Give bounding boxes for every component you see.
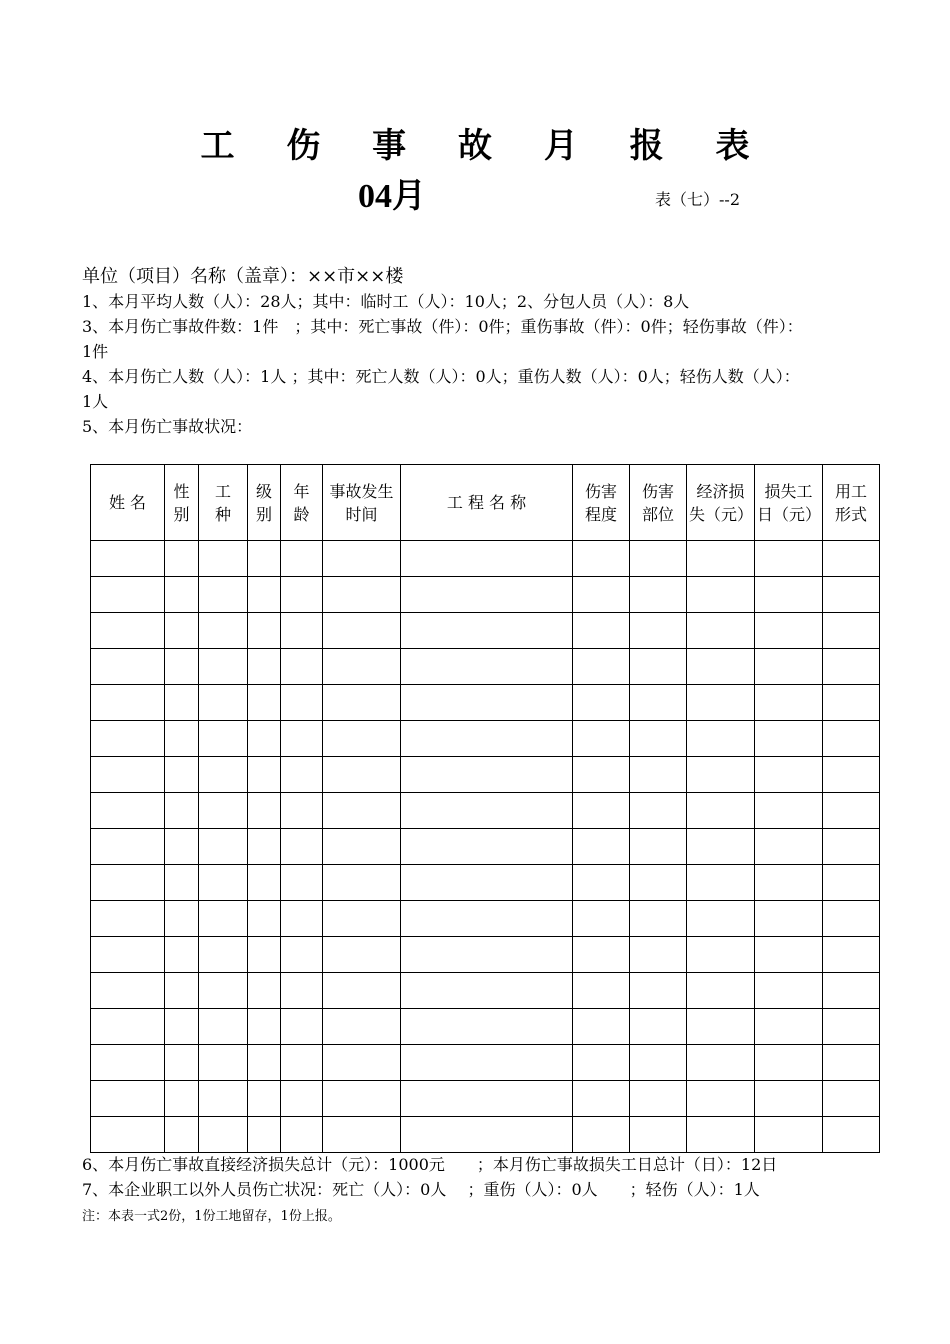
table-cell[interactable] (199, 685, 248, 721)
headcount-line: 1、本月平均人数（人）：28人；其中：临时工（人）：10人；2、分包人员（人）：8人 (82, 292, 690, 311)
table-cell[interactable] (248, 649, 281, 685)
table-cell[interactable] (199, 865, 248, 901)
footnote: 注：本表一式2份，1份工地留存，1份上报。 (82, 1209, 341, 1224)
table-row (91, 685, 880, 721)
table-cell[interactable] (823, 937, 880, 973)
table-cell[interactable] (323, 541, 401, 577)
table-cell[interactable] (323, 865, 401, 901)
table-cell[interactable] (199, 1117, 248, 1153)
table-cell[interactable] (755, 865, 823, 901)
table-cell[interactable] (573, 1009, 630, 1045)
table-cell[interactable] (199, 937, 248, 973)
table-cell[interactable] (823, 865, 880, 901)
col-name: 姓 名 (91, 465, 165, 541)
table-row (91, 901, 880, 937)
table-cell[interactable] (199, 649, 248, 685)
table-cell[interactable] (823, 649, 880, 685)
col-level: 级别 (248, 465, 281, 541)
table-cell[interactable] (687, 901, 755, 937)
table-cell[interactable] (755, 613, 823, 649)
table-cell[interactable] (199, 1081, 248, 1117)
table-cell[interactable] (165, 685, 199, 721)
table-row (91, 865, 880, 901)
table-row (91, 541, 880, 577)
accident-table (90, 464, 880, 1153)
table-cell[interactable] (687, 577, 755, 613)
table-cell[interactable] (755, 649, 823, 685)
table-cell[interactable] (401, 649, 573, 685)
table-cell[interactable] (573, 901, 630, 937)
table-cell[interactable] (248, 973, 281, 1009)
table-cell[interactable] (755, 901, 823, 937)
table-cell[interactable] (248, 577, 281, 613)
table-cell[interactable] (281, 973, 323, 1009)
table-cell[interactable] (823, 901, 880, 937)
table-cell[interactable] (630, 937, 687, 973)
table-cell[interactable] (401, 937, 573, 973)
table-cell[interactable] (630, 901, 687, 937)
col-age: 年龄 (281, 465, 323, 541)
table-cell[interactable] (823, 685, 880, 721)
table-cell[interactable] (248, 1117, 281, 1153)
table-cell[interactable] (630, 721, 687, 757)
table-cell[interactable] (199, 1045, 248, 1081)
table-cell[interactable] (323, 1009, 401, 1045)
table-cell[interactable] (248, 721, 281, 757)
table-cell[interactable] (687, 721, 755, 757)
table-cell[interactable] (281, 1045, 323, 1081)
table-cell[interactable] (91, 1117, 165, 1153)
table-cell[interactable] (687, 829, 755, 865)
table-cell[interactable] (248, 937, 281, 973)
accident-count-line: 3、本月伤亡事故件数：1件 ；其中：死亡事故（件）：0件；重伤事故（件）：0件；轻伤事故（件）： (82, 317, 803, 336)
table-cell[interactable] (755, 577, 823, 613)
table-cell[interactable] (281, 613, 323, 649)
table-cell[interactable] (281, 649, 323, 685)
table-cell[interactable] (823, 1045, 880, 1081)
table-cell[interactable] (755, 1117, 823, 1153)
table-cell[interactable] (91, 757, 165, 793)
table-body (91, 541, 880, 1153)
table-row (91, 721, 880, 757)
table-cell[interactable] (630, 829, 687, 865)
table-cell[interactable] (630, 793, 687, 829)
table-cell[interactable] (281, 829, 323, 865)
table-row (91, 1117, 880, 1153)
table-header-row (91, 465, 880, 541)
table-cell[interactable] (573, 1081, 630, 1117)
table-cell[interactable] (687, 757, 755, 793)
table-cell[interactable] (573, 541, 630, 577)
table-cell[interactable] (91, 649, 165, 685)
table-cell[interactable] (91, 1045, 165, 1081)
table-cell[interactable] (281, 721, 323, 757)
table-row (91, 757, 880, 793)
table-cell[interactable] (165, 757, 199, 793)
loss-summary-line: 6、本月伤亡事故直接经济损失总计（元）：1000元 ；本月伤亡事故损失工日总计（日）：12日 (82, 1155, 778, 1174)
table-cell[interactable] (630, 649, 687, 685)
table-cell[interactable] (91, 613, 165, 649)
table-cell[interactable] (687, 649, 755, 685)
table-cell[interactable] (630, 865, 687, 901)
col-job-type: 工种 (199, 465, 248, 541)
table-cell[interactable] (401, 1081, 573, 1117)
table-cell[interactable] (91, 829, 165, 865)
table-row (91, 577, 880, 613)
table-cell[interactable] (687, 865, 755, 901)
table-cell[interactable] (281, 685, 323, 721)
col-gender: 性别 (165, 465, 199, 541)
table-cell[interactable] (281, 757, 323, 793)
table-cell[interactable] (687, 1081, 755, 1117)
table-cell[interactable] (199, 613, 248, 649)
table-cell[interactable] (199, 901, 248, 937)
table-cell[interactable] (573, 649, 630, 685)
col-injury-degree: 伤害程度 (573, 465, 630, 541)
table-cell[interactable] (91, 973, 165, 1009)
table-cell[interactable] (630, 1009, 687, 1045)
table-cell[interactable] (630, 757, 687, 793)
table-cell[interactable] (755, 1009, 823, 1045)
table-cell[interactable] (199, 1009, 248, 1045)
table-cell[interactable] (687, 1009, 755, 1045)
table-cell[interactable] (323, 721, 401, 757)
table-cell[interactable] (401, 1009, 573, 1045)
table-cell[interactable] (823, 757, 880, 793)
table-cell[interactable] (630, 1117, 687, 1153)
table-cell[interactable] (323, 1117, 401, 1153)
table-cell[interactable] (755, 793, 823, 829)
table-cell[interactable] (323, 793, 401, 829)
table-cell[interactable] (401, 973, 573, 1009)
table-cell[interactable] (401, 1045, 573, 1081)
table-cell[interactable] (323, 577, 401, 613)
table-cell[interactable] (401, 793, 573, 829)
table-cell[interactable] (687, 685, 755, 721)
table-cell[interactable] (573, 1045, 630, 1081)
table-cell[interactable] (248, 1009, 281, 1045)
table-cell[interactable] (165, 1117, 199, 1153)
col-project-name: 工 程 名 称 (401, 465, 573, 541)
table-cell[interactable] (401, 829, 573, 865)
table-cell[interactable] (281, 1009, 323, 1045)
table-cell[interactable] (281, 577, 323, 613)
table-cell[interactable] (755, 757, 823, 793)
table-cell[interactable] (248, 613, 281, 649)
table-row (91, 1045, 880, 1081)
table-cell[interactable] (248, 1045, 281, 1081)
table-cell[interactable] (823, 721, 880, 757)
table-cell[interactable] (755, 1081, 823, 1117)
table-cell[interactable] (165, 649, 199, 685)
table-cell[interactable] (630, 973, 687, 1009)
table-cell[interactable] (91, 901, 165, 937)
table-cell[interactable] (823, 1117, 880, 1153)
report-month: 04月 (358, 178, 426, 215)
table-cell[interactable] (573, 613, 630, 649)
table-cell[interactable] (323, 613, 401, 649)
table-cell[interactable] (165, 829, 199, 865)
casualty-count-line: 4、本月伤亡人数（人）：1人 ；其中：死亡人数（人）：0人；重伤人数（人）：0人；轻伤人数（人）： (82, 367, 800, 386)
table-cell[interactable] (573, 577, 630, 613)
table-cell[interactable] (823, 829, 880, 865)
table-cell[interactable] (281, 937, 323, 973)
table-cell[interactable] (755, 829, 823, 865)
table-cell[interactable] (248, 901, 281, 937)
table-cell[interactable] (248, 829, 281, 865)
table-cell[interactable] (91, 1081, 165, 1117)
table-cell[interactable] (823, 973, 880, 1009)
table-cell[interactable] (248, 1081, 281, 1117)
table-cell[interactable] (165, 973, 199, 1009)
table-cell[interactable] (823, 577, 880, 613)
table-cell[interactable] (323, 1081, 401, 1117)
table-cell[interactable] (401, 685, 573, 721)
accident-status-label: 5、本月伤亡事故状况： (82, 417, 253, 436)
table-cell[interactable] (281, 541, 323, 577)
table-cell[interactable] (755, 721, 823, 757)
table-cell[interactable] (755, 541, 823, 577)
table-cell[interactable] (165, 541, 199, 577)
table-cell[interactable] (630, 577, 687, 613)
table-cell[interactable] (281, 1117, 323, 1153)
table-row (91, 793, 880, 829)
table-cell[interactable] (281, 793, 323, 829)
table-cell[interactable] (91, 865, 165, 901)
table-cell[interactable] (199, 577, 248, 613)
table-cell[interactable] (323, 829, 401, 865)
table-cell[interactable] (687, 613, 755, 649)
form-number: 表（七）--2 (655, 190, 740, 209)
table-cell[interactable] (91, 937, 165, 973)
table-row (91, 937, 880, 973)
table-cell[interactable] (91, 541, 165, 577)
table-cell[interactable] (401, 721, 573, 757)
table-cell[interactable] (91, 577, 165, 613)
table-cell[interactable] (91, 1009, 165, 1045)
table-cell[interactable] (323, 1045, 401, 1081)
table-cell[interactable] (823, 793, 880, 829)
table-cell[interactable] (687, 937, 755, 973)
table-cell[interactable] (823, 613, 880, 649)
table-cell[interactable] (323, 973, 401, 1009)
table-cell[interactable] (165, 613, 199, 649)
table-row (91, 649, 880, 685)
table-cell[interactable] (573, 721, 630, 757)
table-cell[interactable] (281, 1081, 323, 1117)
table-row (91, 1009, 880, 1045)
table-cell[interactable] (165, 721, 199, 757)
table-cell[interactable] (401, 865, 573, 901)
col-lost-workdays: 损失工日（元） (755, 465, 823, 541)
table-cell[interactable] (630, 685, 687, 721)
table-cell[interactable] (573, 685, 630, 721)
table-cell[interactable] (165, 793, 199, 829)
casualty-count-line-cont: 1人 (82, 392, 109, 411)
table-cell[interactable] (573, 865, 630, 901)
table-row (91, 973, 880, 1009)
outsider-casualty-line: 7、本企业职工以外人员伤亡状况：死亡（人）：0人 ；重伤（人）：0人 ；轻伤（人）：1人 (82, 1180, 760, 1199)
table-cell[interactable] (199, 973, 248, 1009)
table-cell[interactable] (401, 541, 573, 577)
table-cell[interactable] (323, 757, 401, 793)
table-cell[interactable] (165, 1081, 199, 1117)
table-cell[interactable] (823, 1081, 880, 1117)
table-cell[interactable] (165, 937, 199, 973)
col-employment-form: 用工形式 (823, 465, 880, 541)
table-cell[interactable] (199, 757, 248, 793)
table-cell[interactable] (165, 577, 199, 613)
table-cell[interactable] (630, 1045, 687, 1081)
table-row (91, 1081, 880, 1117)
table-cell[interactable] (165, 1045, 199, 1081)
unit-name-line: 单位（项目）名称（盖章）：××市××楼 (82, 266, 404, 287)
col-accident-time: 事故发生时间 (323, 465, 401, 541)
table-cell[interactable] (630, 1081, 687, 1117)
table-row (91, 613, 880, 649)
table-cell[interactable] (91, 721, 165, 757)
table-cell[interactable] (401, 577, 573, 613)
table-cell[interactable] (199, 721, 248, 757)
table-cell[interactable] (755, 973, 823, 1009)
table-cell[interactable] (573, 973, 630, 1009)
table-cell[interactable] (323, 649, 401, 685)
report-title: 工 伤 事 故 月 报 表 (200, 126, 770, 166)
table-cell[interactable] (91, 793, 165, 829)
table-cell[interactable] (573, 793, 630, 829)
col-economic-loss: 经济损失（元） (687, 465, 755, 541)
table-cell[interactable] (91, 685, 165, 721)
table-cell[interactable] (248, 757, 281, 793)
table-cell[interactable] (401, 613, 573, 649)
table-cell[interactable] (755, 937, 823, 973)
table-cell[interactable] (630, 541, 687, 577)
table-cell[interactable] (199, 541, 248, 577)
table-cell[interactable] (199, 829, 248, 865)
accident-count-line-cont: 1件 (82, 342, 109, 361)
col-injury-part: 伤害部位 (630, 465, 687, 541)
table-row (91, 829, 880, 865)
table-cell[interactable] (165, 901, 199, 937)
table-cell[interactable] (323, 901, 401, 937)
table-cell[interactable] (323, 685, 401, 721)
table-cell[interactable] (823, 1009, 880, 1045)
table-cell[interactable] (248, 865, 281, 901)
table-cell[interactable] (323, 937, 401, 973)
table-cell[interactable] (755, 685, 823, 721)
table-cell[interactable] (687, 793, 755, 829)
table-cell[interactable] (823, 541, 880, 577)
table-cell[interactable] (573, 757, 630, 793)
table-cell[interactable] (401, 1117, 573, 1153)
table-cell[interactable] (630, 613, 687, 649)
table-cell[interactable] (687, 1117, 755, 1153)
table-cell[interactable] (281, 865, 323, 901)
table-cell[interactable] (573, 1117, 630, 1153)
table-cell[interactable] (573, 829, 630, 865)
table-cell[interactable] (281, 901, 323, 937)
table-cell[interactable] (687, 973, 755, 1009)
table-cell[interactable] (401, 901, 573, 937)
table-cell[interactable] (248, 685, 281, 721)
table-cell[interactable] (687, 541, 755, 577)
table-cell[interactable] (165, 1009, 199, 1045)
table-cell[interactable] (755, 1045, 823, 1081)
table-cell[interactable] (165, 865, 199, 901)
table-cell[interactable] (401, 757, 573, 793)
table-cell[interactable] (199, 793, 248, 829)
table-cell[interactable] (687, 1045, 755, 1081)
table-cell[interactable] (573, 937, 630, 973)
table-cell[interactable] (248, 793, 281, 829)
table-cell[interactable] (248, 541, 281, 577)
